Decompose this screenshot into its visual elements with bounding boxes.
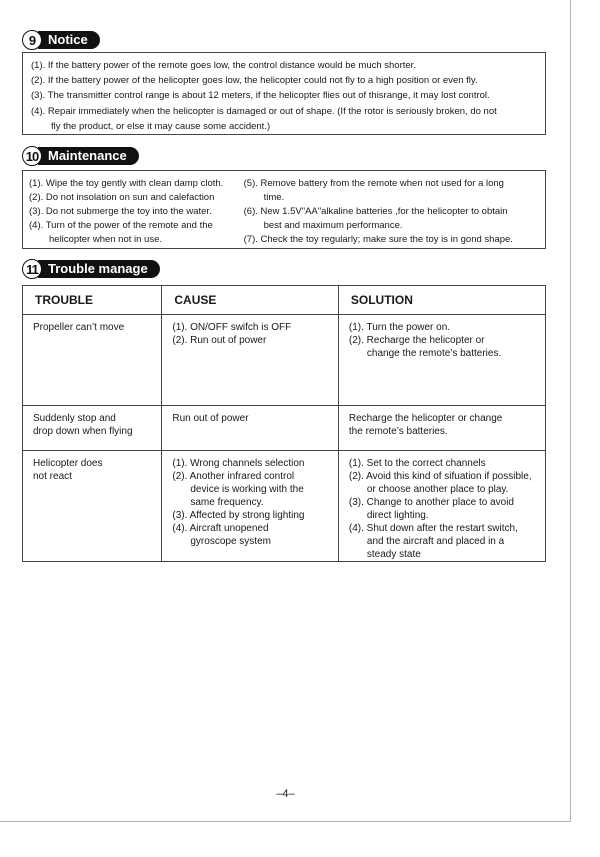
trouble-number-badge: 11 [22, 259, 42, 279]
maintenance-line: helicopter when not in use. [49, 234, 163, 245]
cell-line: drop down when flying [33, 426, 133, 437]
cell-line: (3). Change to another place to avoid [348, 497, 514, 508]
cell-line: same frequency. [190, 497, 264, 508]
maintenance-right-column [244, 177, 539, 248]
column-header-trouble: TROUBLE [23, 286, 162, 315]
maintenance-line: (2). Do not insolation on sun and calefaction [29, 192, 215, 203]
notice-heading [22, 30, 100, 50]
cell-line: (4). Aircraft unopened [172, 523, 269, 534]
table-header-row [23, 286, 546, 315]
cell-line: (1). Set to the correct channels [348, 458, 486, 469]
cell-line: or choose another place to play. [366, 484, 509, 495]
cell-line: (2). Recharge the helicopter or [348, 335, 485, 346]
table-row [23, 451, 546, 562]
cell-line: Helicopter does [33, 458, 103, 469]
trouble-cell [23, 451, 162, 562]
cell-line: the remote’s batteries. [348, 426, 448, 437]
cell-line: (3). Affected by strong lighting [172, 510, 305, 521]
notice-title: Notice [38, 31, 100, 49]
cell-line: and the aircraft and placed in a [366, 536, 505, 547]
cell-line: Propeller can’t move [33, 322, 125, 333]
notice-line: (1). If the battery power of the remote goes low, the control distance would be much shorter. [31, 60, 416, 71]
cell-line: Suddenly stop and [33, 413, 116, 424]
maintenance-box [22, 170, 546, 249]
maintenance-left-column [29, 177, 244, 248]
notice-line: (4). Repair immediately when the helicopter is damaged or out of shape. (If the rotor is seriously broken, do not [31, 105, 497, 117]
maintenance-line: (4). Turn of the power of the remote and the [29, 220, 213, 231]
column-header-cause: CAUSE [162, 286, 339, 315]
cell-line: (1). Wrong channels selection [172, 458, 305, 469]
maintenance-number-badge: 10 [22, 146, 42, 166]
solution-cell [338, 406, 545, 451]
trouble-heading [22, 259, 160, 279]
cell-line: (4). Shut down after the restart switch, [348, 523, 518, 534]
cell-line: not react [33, 471, 72, 482]
maintenance-heading [22, 146, 139, 166]
trouble-title: Trouble manage [38, 260, 160, 278]
maintenance-title: Maintenance [38, 147, 139, 165]
cause-cell [162, 406, 339, 451]
cell-line: gyroscope system [190, 536, 271, 547]
cell-line: steady state [366, 549, 421, 560]
table-row [23, 406, 546, 451]
notice-line: (2). If the battery power of the helicopter goes low, the helicopter could not fly to a high position or even fly. [31, 75, 478, 87]
trouble-cell [23, 406, 162, 451]
page-border-bottom [0, 821, 571, 822]
page-border-right [570, 0, 571, 822]
solution-cell [338, 451, 545, 562]
cell-line: device is working with the [190, 484, 304, 495]
cell-line: change the remote’s batteries. [366, 348, 502, 359]
cell-line: (2). Avoid this kind of sifuation if possible, [348, 471, 532, 482]
notice-number-badge: 9 [22, 30, 42, 50]
cell-line: direct lighting. [366, 510, 429, 521]
maintenance-line: (6). New 1.5V"AA"alkaline batteries ,for the helicopter to obtain [243, 206, 508, 217]
notice-box [22, 52, 546, 135]
table-row [23, 315, 546, 406]
maintenance-line: (7). Check the toy regularly; make sure the toy is in gond shape. [243, 234, 513, 245]
trouble-table [22, 285, 546, 562]
trouble-cell [23, 315, 162, 406]
column-header-solution: SOLUTION [338, 286, 545, 315]
page-number: –4– [276, 788, 295, 800]
solution-cell [338, 315, 545, 406]
cell-line: (1). Turn the power on. [348, 322, 451, 333]
notice-line: fly the product, or else it may cause some accident.) [51, 120, 271, 132]
cell-line: (2). Another infrared control [172, 471, 295, 482]
cause-cell [162, 315, 339, 406]
cause-cell [162, 451, 339, 562]
maintenance-line: time. [263, 192, 285, 203]
cell-line: (2). Run out of power [172, 335, 267, 346]
maintenance-line: (5). Remove battery from the remote when not used for a long [243, 178, 504, 189]
cell-line: Recharge the helicopter or change [348, 413, 503, 424]
maintenance-line: (1). Wipe the toy gently with clean damp cloth. [29, 178, 224, 189]
cell-line: Run out of power [172, 413, 249, 424]
notice-line: (3). The transmitter control range is about 12 meters, if the helicopter flies out of thisrange, it may lost control. [31, 90, 490, 102]
maintenance-line: (3). Do not submerge the toy into the water. [29, 206, 212, 217]
maintenance-line: best and maximum performance. [263, 220, 403, 231]
cell-line: (1). ON/OFF swifch is OFF [172, 322, 292, 333]
